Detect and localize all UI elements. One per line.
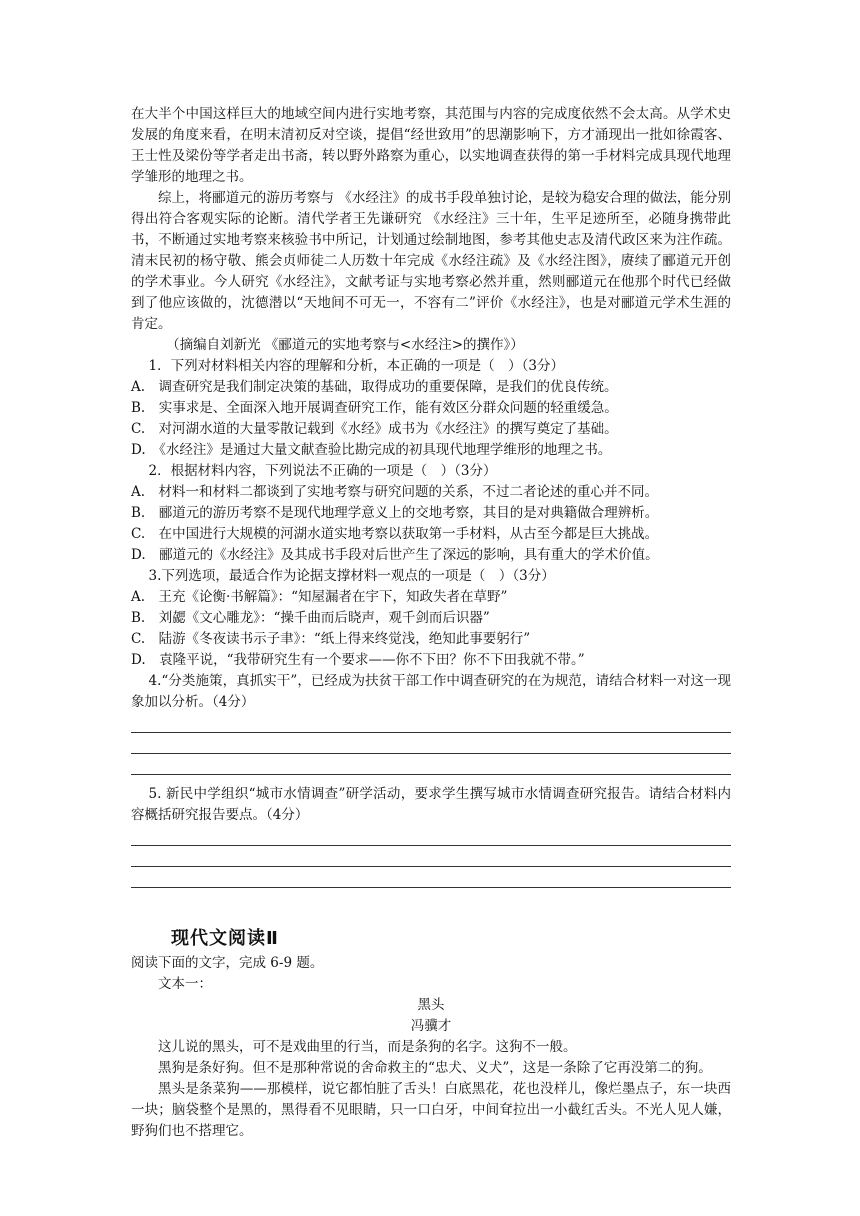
- question-2-option-b: B. 郦道元的游历考察不是现代地理学意义上的交地考察，其目的是对典籍做合理辨析。: [131, 505, 659, 521]
- page-content: [131, 104, 731, 1142]
- story-paragraph-3: 黑头是条菜狗——那模样，说它都怕脏了舌头！白底黑花，花也没样儿，像烂墨点子，东一块西一块；脑袋整个是黑的，黑得看不见眼睛，只一口白牙，中间耷拉出一小截红舌头。不光人见人嫌，野狗们也不搭理它。: [131, 1081, 731, 1139]
- question-3-option-d: D. 袁隆平说，“我带研究生有一个要求——你不下田？你不下田我就不带。”: [131, 652, 585, 668]
- question-2-option-c: C. 在中国进行大规模的河湖水道实地考察以获取第一手材料，从古至今都是巨大挑战。: [131, 526, 659, 542]
- question-1-option-a: A. 调查研究是我们制定决策的基础，取得成功的重要保障，是我们的优良传统。: [131, 379, 618, 395]
- answer-line-q5-2[interactable]: [131, 847, 731, 867]
- question-3-option-c: C. 陆游《冬夜读书示子聿》：“纸上得来终觉浅，绝知此事要躬行”: [131, 631, 531, 647]
- section-title: 现代文阅读Ⅱ: [171, 928, 279, 949]
- question-3-option-a: A. 王充《论衡·书解篇》：“知屋漏者在宇下，知政失者在草野”: [131, 589, 508, 605]
- passage-paragraph-2: 综上，将郦道元的游历考察与 《水经注》的成书手段单独讨论，是较为稳安合理的做法，能分别得出符合客观实际的论断。清代学者王先谦研究 《水经注》三十年，生平足迹所至，必随身携带此书，不断通过实地考察来核验书中所记，计划通过绘制地图，参考其他史志及清代政区来为注作疏。清末民初的杨守敬、熊会贞师徒二人历数十年完成《水经注疏》及《水经注图》，赓续了郦道元开创的学术事业。今人研究《水经注》，文献考证与实地考察必然并重，然则郦道元在他那个时代已经做到了他应该做的，沈德潜以“天地间不可无一，不容有二”评价《水经注》，也是对郦道元学术生涯的肯定。: [131, 190, 731, 332]
- spacer: [131, 776, 731, 784]
- source-citation: （摘编自刘新光 《郦道元的实地考察与<水经注>的撰作》）: [166, 337, 524, 353]
- answer-line-q5-1[interactable]: [131, 826, 731, 846]
- answer-line-q4-3[interactable]: [131, 755, 731, 775]
- question-4-stem: 4.“分类施策，真抓实干”，已经成为扶贫干部工作中调查研究的在为规范，请结合材料一对这一现象加以分析。（4分）: [131, 673, 731, 710]
- story-paragraph-2: 黑狗是条好狗。但不是那种常说的舍命救主的“忠犬、义犬”，这是一条除了它再没第二的狗。: [158, 1060, 712, 1076]
- question-5-stem: 5. 新民中学组织“城市水情调查”研学活动，要求学生撰写城市水情调查研究报告。请结合材料内容概括研究报告要点。（4分）: [131, 786, 731, 823]
- question-2-option-d: D. 郦道元的《水经注》及其成书手段对后世产生了深远的影响，具有重大的学术价值。: [131, 547, 659, 563]
- story-author: 冯骥才: [410, 1018, 452, 1034]
- answer-line-q4-2[interactable]: [131, 734, 731, 754]
- question-3-stem: 3.下列选项，最适合作为论据支撑材料一观点的一项是（ ）（3分）: [148, 568, 555, 584]
- answer-line-q5-3[interactable]: [131, 868, 731, 888]
- answer-line-q4-1[interactable]: [131, 713, 731, 733]
- question-1-option-c: C. 对河湖水道的大量零散记载到《水经》成书为《水经注》的撰写奠定了基础。: [131, 421, 618, 437]
- section-instruction: 阅读下面的文字，完成 6-9 题。: [131, 955, 324, 971]
- question-2-option-a: A. 材料一和材料二都谈到了实地考察与研究问题的关系，不过二者论述的重心并不同。: [131, 484, 659, 500]
- text-label: 文本一：: [158, 976, 212, 992]
- question-2-stem: 2．根据材料内容，下列说法不正确的一项是（ ）（3分）: [148, 463, 497, 479]
- passage-paragraph-1: 在大半个中国这样巨大的地域空间内进行实地考察，其范围与内容的完成度依然不会太高。从学术史发展的角度来看，在明末清初反对空谈，提倡“经世致用”的思潮影响下，方才涌现出一批如徐霞客、王士性及梁份等学者走出书斋，转以野外路察为重心，以实地调查获得的第一手材料完成具现代地理学雏形的地理之书。: [131, 106, 731, 185]
- story-title: 黑头: [417, 997, 445, 1013]
- question-1-option-b: B. 实事求是、全面深入地开展调查研究工作，能有效区分群众问题的轻重缓急。: [131, 400, 618, 416]
- story-paragraph-1: 这儿说的黑头，可不是戏曲里的行当，而是条狗的名字。这狗不一般。: [158, 1039, 577, 1055]
- question-3-option-b: B. 刘勰《文心雕龙》：“操千曲而后晓声，观千剑而后识器”: [131, 610, 490, 626]
- question-1-option-d: D. 《水经注》是通过大量文献查验比勘完成的初具现代地理学维形的地理之书。: [131, 442, 612, 458]
- question-1-stem: 1．下列对材料相关内容的理解和分析，本正确的一项是（ ）（3分）: [148, 358, 564, 374]
